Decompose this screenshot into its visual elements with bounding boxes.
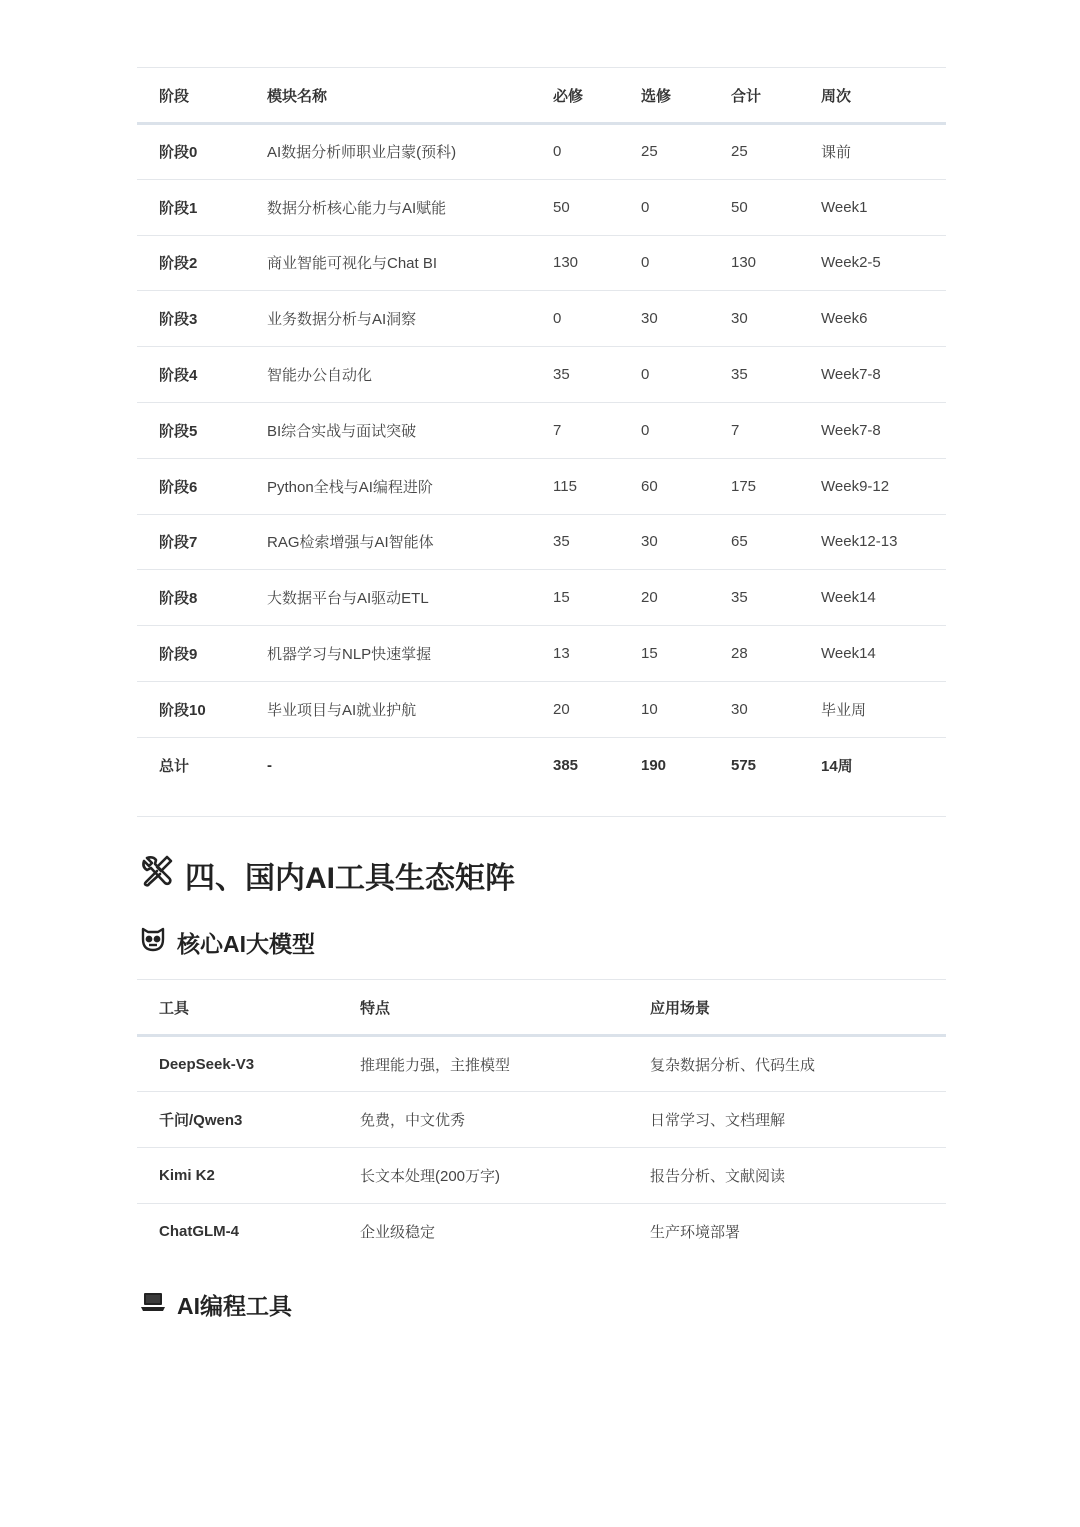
table-cell: 阶段5 [159,422,198,440]
table-header-row [137,980,946,1036]
table-cell: 35 [553,366,570,384]
table-cell: Week1 [821,198,868,216]
table-cell: BI综合实战与面试突破 [267,422,417,440]
col-header: 合计 [709,68,799,124]
table-row [137,681,946,737]
table-row [137,626,946,682]
table-cell: 25 [641,143,658,161]
table-cell: 7 [731,421,740,439]
table-cell: 15 [641,645,658,663]
table-cell: 大数据平台与AI驱动ETL [267,590,429,608]
table-cell: Week14 [821,645,876,663]
table-row [137,514,946,570]
table-header-row [137,68,946,124]
table-cell: 25 [731,143,748,161]
table-cell: 总计 [159,758,190,776]
table-cell: 130 [553,254,579,272]
table-cell: 175 [731,477,757,495]
table-cell: 30 [641,310,658,328]
laptop-icon [139,1287,167,1321]
col-header: 周次 [799,68,946,124]
table-cell: 60 [641,477,658,495]
table-cell: ChatGLM-4 [159,1223,239,1241]
table-cell: 20 [641,589,658,607]
table-cell: 575 [731,757,757,775]
table-cell: 65 [731,533,748,551]
table-cell: 生产环境部署 [650,1224,741,1242]
table-row [137,737,946,793]
table-cell: 35 [731,589,748,607]
table-cell: 0 [553,143,562,161]
table-cell: 数据分析核心能力与AI赋能 [267,199,447,217]
stage-table-body [137,124,946,794]
col-header: 阶段 [137,68,245,124]
table-cell: 报告分析、文献阅读 [650,1168,786,1185]
table-cell: 30 [731,310,748,328]
table-cell: 阶段1 [159,199,198,217]
table-row [137,570,946,626]
table-row [137,1204,946,1260]
table-cell: RAG检索增强与AI智能体 [267,534,434,552]
table-cell: 免费，中文优秀 [360,1112,466,1129]
col-header: 应用场景 [628,980,946,1036]
table-cell: 阶段10 [159,701,206,719]
table-cell: Week9-12 [821,477,890,495]
table-cell: 阶段6 [159,478,198,496]
table-cell: Week14 [821,589,876,607]
table-row [137,458,946,514]
stage-table-wrapper [137,67,946,793]
table-cell: 机器学习与NLP快速掌握 [267,646,432,664]
table-cell: 阶段3 [159,311,198,329]
table-cell: 385 [553,757,579,775]
tools-icon [139,853,175,897]
table-row [137,179,946,235]
subsection-title: 核心AI大模型 [177,930,315,957]
table-cell: 0 [641,421,650,439]
table-cell: 7 [553,421,562,439]
table-cell: 阶段2 [159,255,198,273]
table-cell: Week2-5 [821,254,881,272]
table-cell: 企业级稳定 [360,1224,436,1242]
table-cell: 阶段0 [159,144,198,162]
table-cell: 商业智能可视化与Chat BI [267,255,438,273]
table-row [137,347,946,403]
subsection-title: AI编程工具 [177,1292,292,1319]
table-row [137,291,946,347]
table-cell: 15 [553,589,570,607]
table-cell: 35 [553,533,570,551]
table-cell: 日常学习、文档理解 [650,1112,786,1129]
table-cell: 30 [641,533,658,551]
table-cell: 50 [553,198,570,216]
table-cell: 190 [641,757,667,775]
table-cell: 毕业项目与AI就业护航 [267,701,417,719]
table-cell: 0 [641,198,650,216]
table-cell: 阶段4 [159,367,198,385]
col-header: 工具 [137,980,338,1036]
table-cell: 35 [731,366,748,384]
table-cell: 14周 [821,758,853,776]
table-row [137,1036,946,1092]
table-cell: 0 [641,254,650,272]
table-cell: AI数据分析师职业启蒙(预科) [267,144,457,162]
table-cell: 30 [731,700,748,718]
table-cell: 0 [553,310,562,328]
stage-table [137,67,946,793]
table-cell: 阶段7 [159,534,198,552]
table-cell: Week6 [821,310,868,328]
table-cell: Kimi K2 [159,1167,215,1184]
table-cell: 10 [641,700,658,718]
table-row [137,1092,946,1148]
col-header: 特点 [338,980,628,1036]
robot-icon [139,925,167,959]
subsection-heading [139,1288,292,1320]
table-cell: 28 [731,645,748,663]
table-cell: 毕业周 [821,701,867,719]
table-cell: 课前 [821,144,852,162]
table-cell: 长文本处理(200万字) [360,1168,501,1185]
table-row [137,1148,946,1204]
table-cell: - [267,757,272,775]
table-cell: 20 [553,700,570,718]
section-heading [139,853,515,897]
col-header: 必修 [531,68,619,124]
table-cell: Week7-8 [821,366,881,384]
table-cell: 13 [553,645,570,663]
model-table-wrapper [137,979,946,1260]
table-row [137,402,946,458]
table-cell: 115 [553,477,577,495]
subsection-heading [139,926,315,958]
table-cell: 130 [731,254,757,272]
table-cell: 阶段9 [159,646,198,664]
model-table-body [137,1036,946,1260]
table-cell: 50 [731,198,748,216]
table-cell: 复杂数据分析、代码生成 [650,1056,816,1074]
col-header: 模块名称 [245,68,531,124]
section-divider [137,816,946,817]
table-cell: DeepSeek-V3 [159,1055,255,1073]
model-table [137,979,946,1260]
section-title: 四、国内AI工具生态矩阵 [185,862,515,895]
table-cell: 智能办公自动化 [267,367,373,385]
table-cell: Python全栈与AI编程进阶 [267,478,433,496]
table-cell: 阶段8 [159,590,198,608]
table-cell: 0 [641,366,650,384]
table-cell: 推理能力强，主推模型 [360,1056,511,1074]
table-cell: 千问/Qwen3 [159,1112,243,1129]
table-cell: Week12-13 [821,533,898,551]
table-cell: 业务数据分析与AI洞察 [267,311,417,329]
table-row [137,124,946,180]
table-cell: Week7-8 [821,421,881,439]
table-row [137,235,946,291]
col-header: 选修 [619,68,709,124]
